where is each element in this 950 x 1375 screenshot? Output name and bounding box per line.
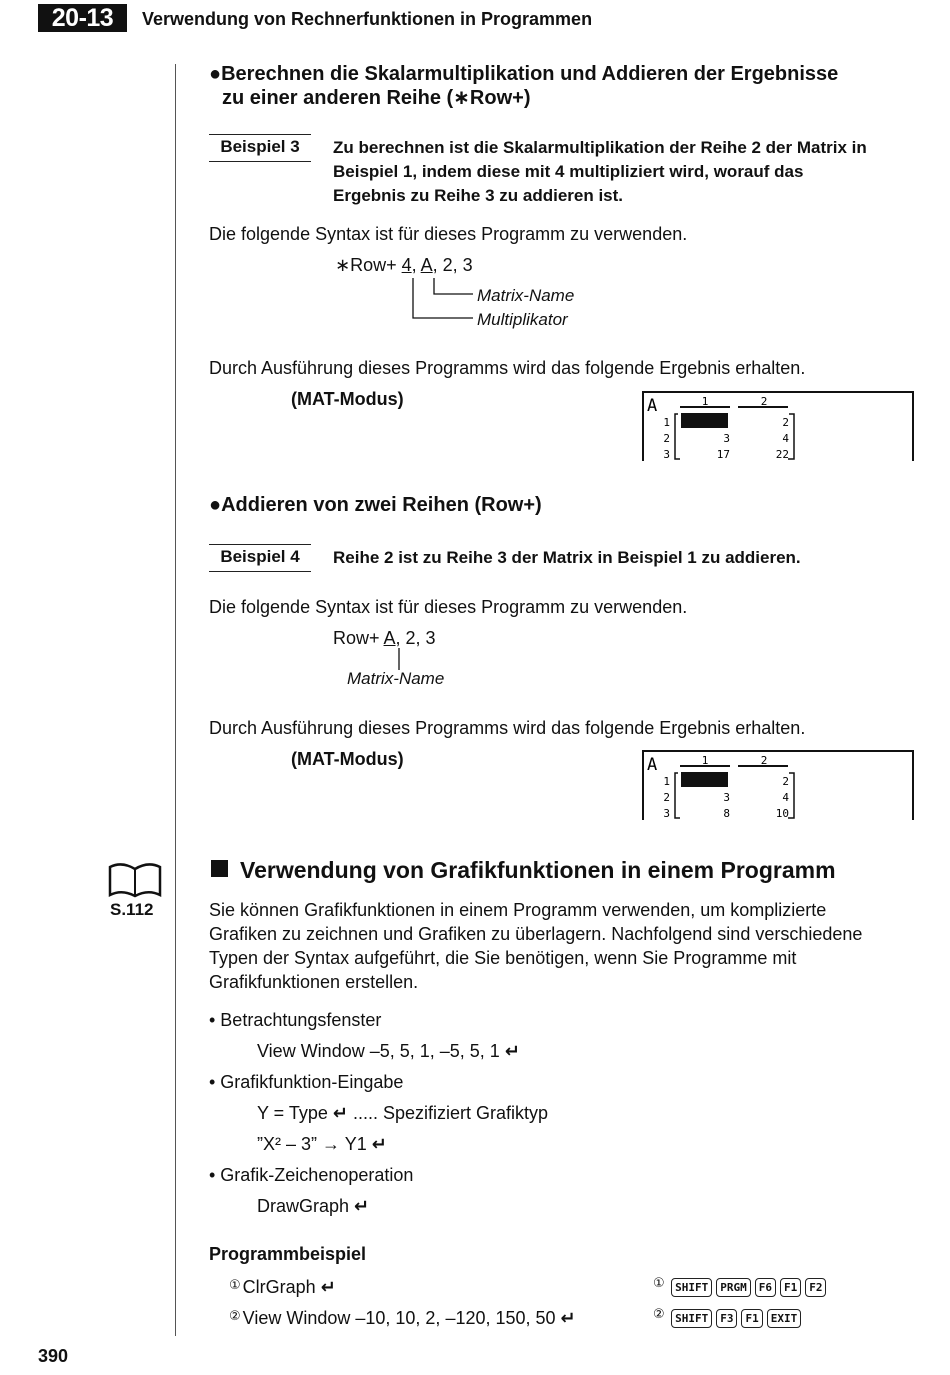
key-sequence-1	[653, 1275, 830, 1297]
result-text-2: Durch Ausführung dieses Programms wird das folgende Ergebnis erhalten.	[209, 718, 806, 738]
syntax-line-1	[335, 253, 473, 277]
svg-text:2: 2	[663, 432, 670, 445]
program-text: View Window –10, 10, 2, –120, 150, 50	[242, 1308, 556, 1328]
annotation-matrix-name: Matrix-Name	[477, 286, 575, 305]
paragraph-line: Typen der Syntax aufgeführt, die Sie benötigen, wenn Sie Programme mit	[209, 948, 797, 968]
paragraph-line: Sie können Grafikfunktionen in einem Programm verwenden, um komplizierte	[209, 900, 827, 920]
section1-title-line1: Berechnen die Skalarmultiplikation und Addieren der Ergebnisse	[221, 63, 839, 85]
svg-text:2: 2	[782, 775, 789, 788]
section3-heading	[211, 857, 836, 884]
svg-text:4: 4	[782, 432, 789, 445]
matrix-name-text: A	[647, 396, 658, 416]
example-3-line: Ergebnis zu Reihe 3 zu addieren ist.	[333, 186, 624, 205]
page-number: 390	[38, 1346, 69, 1366]
key-sequence-2	[653, 1306, 805, 1328]
calculator-screen-1	[642, 391, 914, 461]
syntax-intro-2: Die folgende Syntax ist für dieses Programm zu verwenden.	[209, 597, 688, 617]
return-icon: ↵	[327, 1103, 348, 1123]
section2-heading	[209, 493, 542, 517]
program-text: ClrGraph	[242, 1277, 316, 1297]
svg-text:8: 8	[723, 807, 730, 820]
result-text-1: Durch Ausführung dieses Programms wird das folgende Ergebnis erhalten.	[209, 358, 806, 378]
svg-text:2: 2	[663, 791, 670, 804]
svg-text:17: 17	[716, 448, 730, 461]
calculator-screen-2	[642, 750, 914, 820]
side-reference: S.112	[110, 900, 154, 919]
section1-heading	[209, 62, 838, 86]
program-example-title: Programmbeispiel	[209, 1244, 367, 1264]
key-f2: F2	[805, 1278, 826, 1297]
example-4-label: Beispiel 4	[209, 544, 311, 572]
line-number: ①	[229, 1277, 241, 1292]
syntax-prefix: Row+	[333, 628, 384, 648]
return-icon: ↵	[349, 1196, 370, 1216]
code-text: View Window –5, 5, 1, –5, 5, 1	[257, 1041, 500, 1061]
svg-text:2: 2	[782, 416, 789, 429]
syntax-multiplier: 4	[401, 255, 412, 275]
syntax-annotation-lines	[405, 276, 480, 322]
svg-text:22: 22	[775, 448, 789, 461]
bullet-draw-op: • Grafik-Zeichenoperation	[209, 1165, 414, 1185]
example-3-text	[333, 136, 867, 208]
code-view-window	[257, 1039, 520, 1063]
program-line-2	[229, 1304, 576, 1330]
example-3-line: Zu berechnen ist die Skalarmultiplikation der Reihe 2 der Matrix in	[333, 138, 867, 157]
svg-text:4: 4	[782, 791, 789, 804]
margin-rule	[175, 64, 176, 1336]
bullet-graph-input: • Grafikfunktion-Eingabe	[209, 1072, 404, 1092]
matrix-display-1	[644, 393, 912, 461]
book-icon	[107, 861, 163, 899]
key-exit: EXIT	[767, 1309, 802, 1328]
key-prgm: PRGM	[716, 1278, 751, 1297]
code-y1-assign	[257, 1132, 387, 1156]
line-number: ①	[653, 1275, 665, 1290]
square-bullet-icon	[211, 860, 228, 877]
svg-text:2: 2	[760, 754, 768, 767]
example-3-line: Beispiel 1, indem diese mit 4 multipliziert wird, worauf das	[333, 162, 804, 181]
svg-text:1: 1	[701, 395, 709, 408]
return-icon: ↵	[499, 1041, 520, 1061]
key-shift: SHIFT	[671, 1309, 712, 1328]
return-icon: ↵	[366, 1134, 387, 1154]
paragraph-line: Grafikfunktionen erstellen.	[209, 972, 419, 992]
chapter-badge: 20-13	[38, 4, 127, 32]
svg-text:3: 3	[663, 448, 670, 461]
example-3-label: Beispiel 3	[209, 134, 311, 162]
syntax-rest: , 2, 3	[395, 628, 436, 648]
svg-text:A: A	[647, 755, 658, 775]
mode-label-2: (MAT-Modus)	[291, 749, 404, 769]
svg-text:3: 3	[723, 432, 730, 445]
annotation-matrix-name-2: Matrix-Name	[347, 669, 445, 688]
svg-text:1: 1	[663, 775, 670, 788]
syntax-prefix: ∗Row+	[335, 255, 402, 275]
syntax-line-2	[333, 626, 436, 650]
code-text: Y = Type	[257, 1103, 328, 1123]
bullet-icon: ●	[209, 63, 222, 85]
syntax-rest: , 2, 3	[432, 255, 473, 275]
paragraph-line: Grafiken zu zeichnen und Grafiken zu überlagern. Nachfolgend sind verschiedene	[209, 924, 863, 944]
code-note: ..... Spezifiziert Grafiktyp	[348, 1103, 549, 1123]
svg-text:10: 10	[775, 807, 789, 820]
annotation-multiplier: Multiplikator	[477, 310, 568, 329]
code-y-type	[257, 1101, 548, 1125]
section3-title: Verwendung von Grafikfunktionen in einem Programm	[240, 857, 836, 883]
page-header-title: Verwendung von Rechnerfunktionen in Programmen	[142, 9, 593, 29]
syntax-matrix: A	[420, 255, 433, 275]
code-drawgraph	[257, 1194, 369, 1218]
example-4-text: Reihe 2 ist zu Reihe 3 der Matrix in Beispiel 1 zu addieren.	[333, 548, 801, 567]
section2-title: Addieren von zwei Reihen (Row+)	[221, 494, 542, 516]
syntax-matrix: A	[383, 628, 396, 648]
return-icon: ↵	[555, 1308, 576, 1328]
bullet-view-window: • Betrachtungsfenster	[209, 1010, 382, 1030]
svg-text:3: 3	[663, 807, 670, 820]
key-f6: F6	[755, 1278, 776, 1297]
program-line-1	[229, 1273, 336, 1299]
matrix-display-2	[644, 752, 912, 820]
svg-text:2: 2	[760, 395, 768, 408]
key-shift: SHIFT	[671, 1278, 712, 1297]
return-icon: ↵	[315, 1277, 336, 1297]
svg-text:1: 1	[663, 416, 670, 429]
section1-title-line2: zu einer anderen Reihe (∗Row+)	[222, 87, 531, 109]
syntax-intro-1: Die folgende Syntax ist für dieses Programm zu verwenden.	[209, 224, 688, 244]
bullet-icon: ●	[209, 494, 222, 516]
key-f1: F1	[741, 1309, 762, 1328]
key-f3: F3	[716, 1309, 737, 1328]
code-text: ”X² – 3” → Y1	[257, 1134, 367, 1154]
svg-text:1: 1	[701, 754, 709, 767]
code-text: DrawGraph	[257, 1196, 350, 1216]
syntax-sep: ,	[411, 255, 421, 275]
mode-label-1: (MAT-Modus)	[291, 389, 404, 409]
section3-paragraph	[209, 898, 862, 994]
key-f1: F1	[780, 1278, 801, 1297]
line-number: ②	[653, 1306, 665, 1321]
svg-text:3: 3	[723, 791, 730, 804]
line-number: ②	[229, 1308, 241, 1323]
